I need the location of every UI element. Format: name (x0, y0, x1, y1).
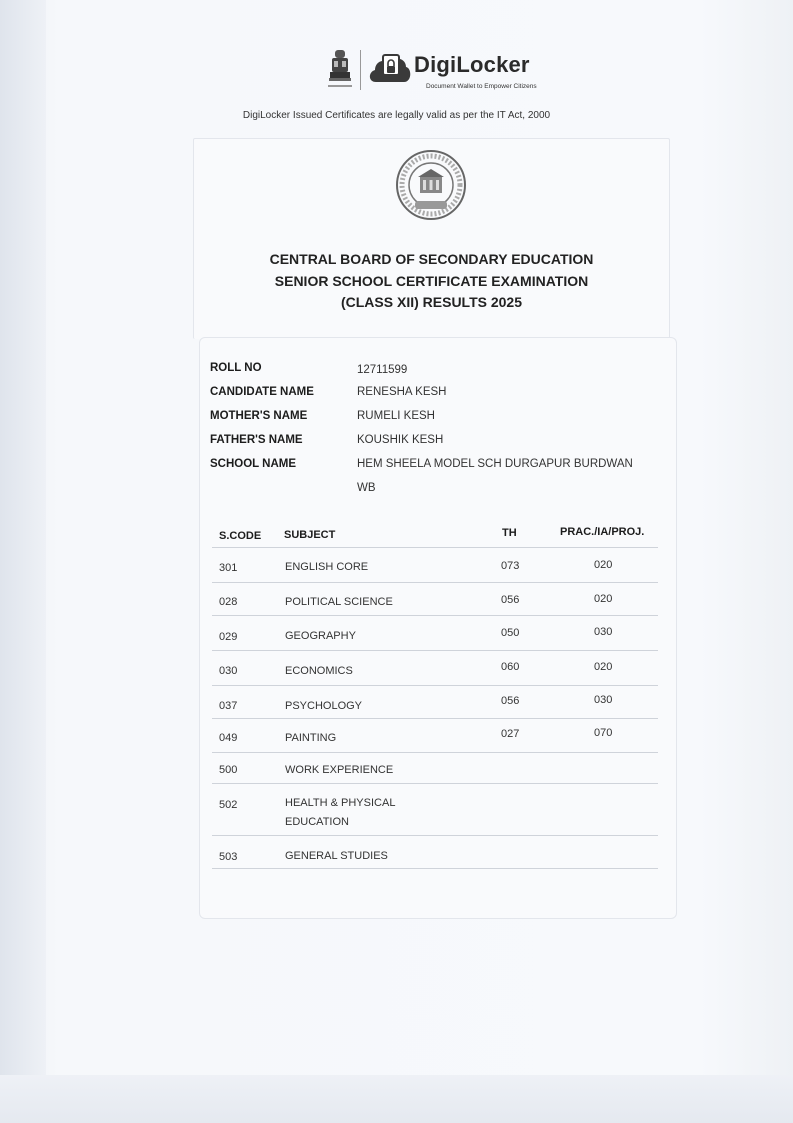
row-practical: 030 (594, 694, 613, 706)
row-subject: HEALTH & PHYSICAL EDUCATION (285, 797, 396, 828)
digilocker-brand (326, 46, 566, 96)
row-theory: 060 (501, 661, 520, 673)
father-name-label: FATHER'S NAME (210, 434, 303, 446)
father-name-value: KOUSHIK KESH (357, 434, 444, 446)
table-row (212, 651, 658, 686)
table-row (212, 784, 658, 836)
brand-divider (360, 50, 361, 90)
row-subject: GENERAL STUDIES (285, 850, 388, 862)
row-code: 301 (219, 562, 238, 574)
candidate-name-value: RENESHA KESH (357, 386, 447, 398)
national-emblem-icon (326, 48, 354, 92)
table-row (212, 550, 658, 583)
row-code: 503 (219, 851, 238, 863)
col-header-practical: PRAC./IA/PROJ. (560, 526, 645, 538)
row-theory: 027 (501, 728, 520, 740)
result-title: (CLASS XII) RESULTS 2025 (340, 294, 522, 310)
mother-name-value: RUMELI KESH (357, 410, 435, 422)
table-row (212, 719, 658, 753)
row-practical: 020 (594, 593, 613, 605)
row-code: 028 (219, 596, 238, 608)
row-subject: ECONOMICS (285, 665, 353, 677)
mother-name-label: MOTHER'S NAME (210, 410, 308, 422)
table-row (212, 616, 658, 651)
row-practical: 070 (594, 727, 613, 739)
roll-no-label: ROLL NO (210, 362, 262, 374)
certificate-header-card (193, 138, 670, 339)
candidate-name-label: CANDIDATE NAME (210, 386, 314, 398)
table-row (212, 753, 658, 784)
row-theory: 056 (501, 594, 520, 606)
roll-no-value: 12711599 (357, 364, 408, 376)
row-practical: 020 (594, 559, 613, 571)
row-theory: 050 (501, 627, 520, 639)
digilocker-cloud-icon (366, 50, 412, 90)
row-subject: POLITICAL SCIENCE (285, 596, 393, 608)
row-code: 030 (219, 665, 238, 677)
brand-name: DigiLocker (414, 52, 530, 77)
header-rule (212, 547, 658, 548)
school-name-label: SCHOOL NAME (210, 458, 297, 470)
legal-notice: DigiLocker Issued Certificates are legally valid as per the IT Act, 2000 (242, 110, 551, 121)
row-theory: 073 (501, 560, 520, 572)
row-practical: 020 (594, 661, 613, 673)
row-code: 037 (219, 700, 238, 712)
table-row (212, 583, 658, 616)
table-row (212, 836, 658, 869)
row-practical: 030 (594, 626, 613, 638)
table-row (212, 686, 658, 719)
row-code: 029 (219, 631, 238, 643)
row-code: 502 (219, 799, 238, 811)
scan-edge-left (0, 0, 46, 1123)
row-theory: 056 (501, 695, 520, 707)
col-header-scode: S.CODE (219, 530, 262, 542)
certificate-title-block (194, 249, 669, 314)
cbse-seal-icon (395, 149, 467, 221)
col-header-subject: SUBJECT (284, 529, 336, 541)
scan-edge-bottom (0, 1075, 793, 1123)
brand-tagline: Document Wallet to Empower Citizens (426, 83, 537, 90)
board-name: CENTRAL BOARD OF SECONDARY EDUCATION (269, 251, 594, 267)
row-subject: GEOGRAPHY (285, 630, 356, 642)
col-header-theory: TH (502, 527, 517, 539)
row-code: 500 (219, 764, 238, 776)
exam-name: SENIOR SCHOOL CERTIFICATE EXAMINATION (274, 272, 589, 289)
row-subject: WORK EXPERIENCE (285, 764, 394, 776)
row-code: 049 (219, 732, 238, 744)
row-subject: PSYCHOLOGY (285, 700, 363, 712)
school-name-value: HEM SHEELA MODEL SCH DURGAPUR BURDWAN WB (357, 458, 633, 494)
row-subject: ENGLISH CORE (285, 561, 369, 573)
row-subject: PAINTING (285, 732, 337, 744)
